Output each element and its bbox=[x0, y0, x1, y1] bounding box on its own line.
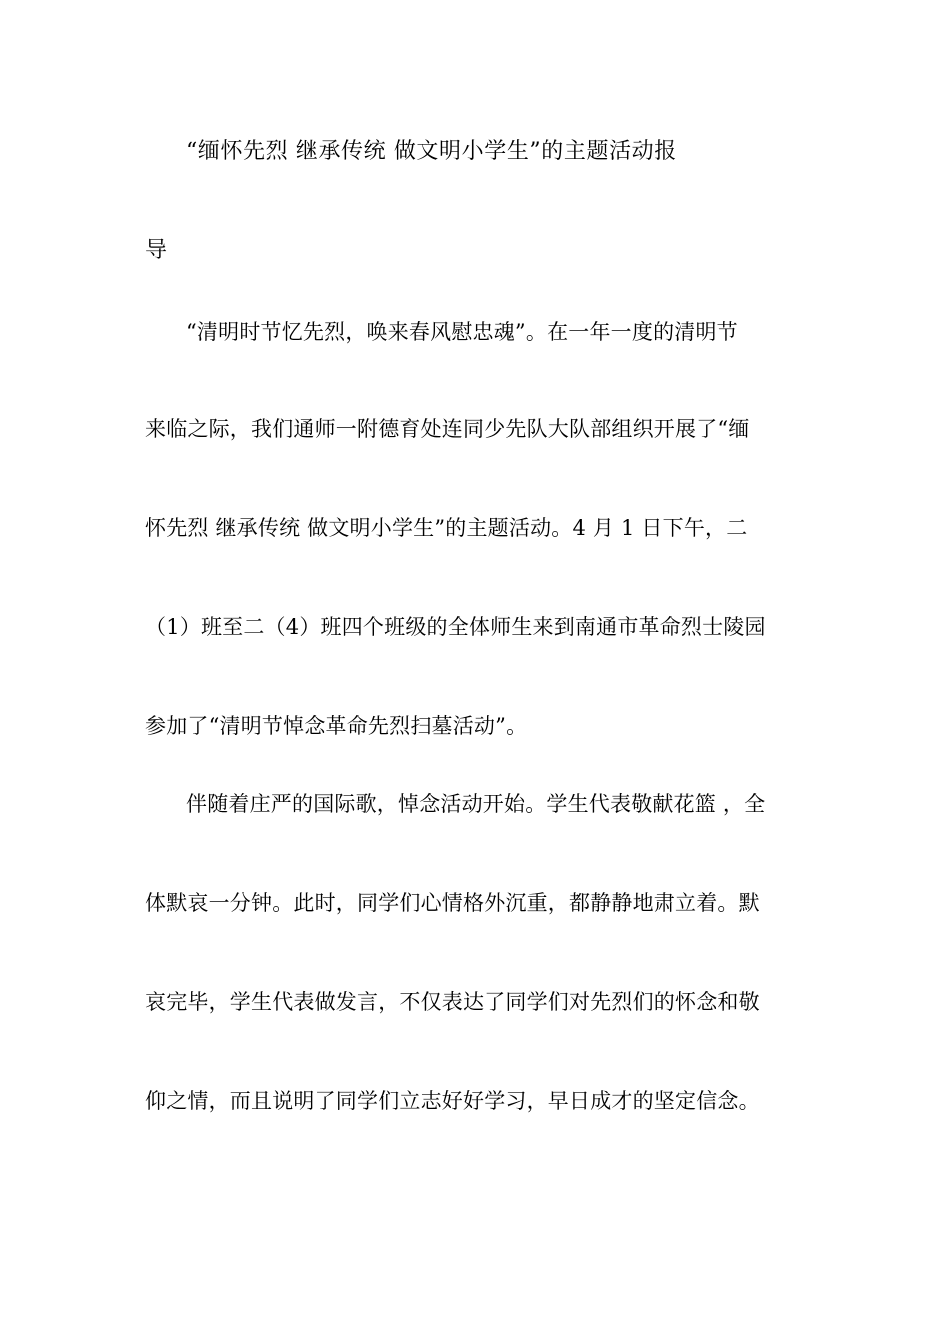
paragraph-2-line-1: 伴随着庄严的国际歌，悼念活动开始。学生代表敬献花篮 ，全 bbox=[186, 792, 766, 816]
title-line-1: “缅怀先烈 继承传统 做文明小学生”的主题活动报 bbox=[186, 139, 677, 164]
title-line-2: 导 bbox=[145, 238, 168, 263]
paragraph-2-line-3: 哀完毕，学生代表做发言，不仅表达了同学们对先烈们的怀念和敬 bbox=[145, 990, 760, 1014]
paragraph-1-line-3: 怀先烈 继承传统 做文明小学生”的主题活动。4 月 1 日下午，二 bbox=[145, 516, 748, 540]
paragraph-2-line-2: 体默哀一分钟。此时，同学们心情格外沉重，都静静地肃立着。默 bbox=[145, 891, 760, 915]
paragraph-1-line-1: “清明时节忆先烈，唤来春风慰忠魂”。在一年一度的清明节 bbox=[186, 320, 738, 344]
paragraph-1-line-2: 来临之际，我们通师一附德育处连同少先队大队部组织开展了“缅 bbox=[145, 417, 750, 441]
paragraph-1-line-5: 参加了“清明节悼念革命先烈扫墓活动”。 bbox=[145, 714, 528, 738]
paragraph-2-line-4: 仰之情，而且说明了同学们立志好好学习，早日成才的坚定信念。 bbox=[145, 1089, 760, 1113]
paragraph-1-line-4: （1）班至二（4）班四个班级的全体师生来到南通市革命烈士陵园 bbox=[145, 615, 766, 639]
